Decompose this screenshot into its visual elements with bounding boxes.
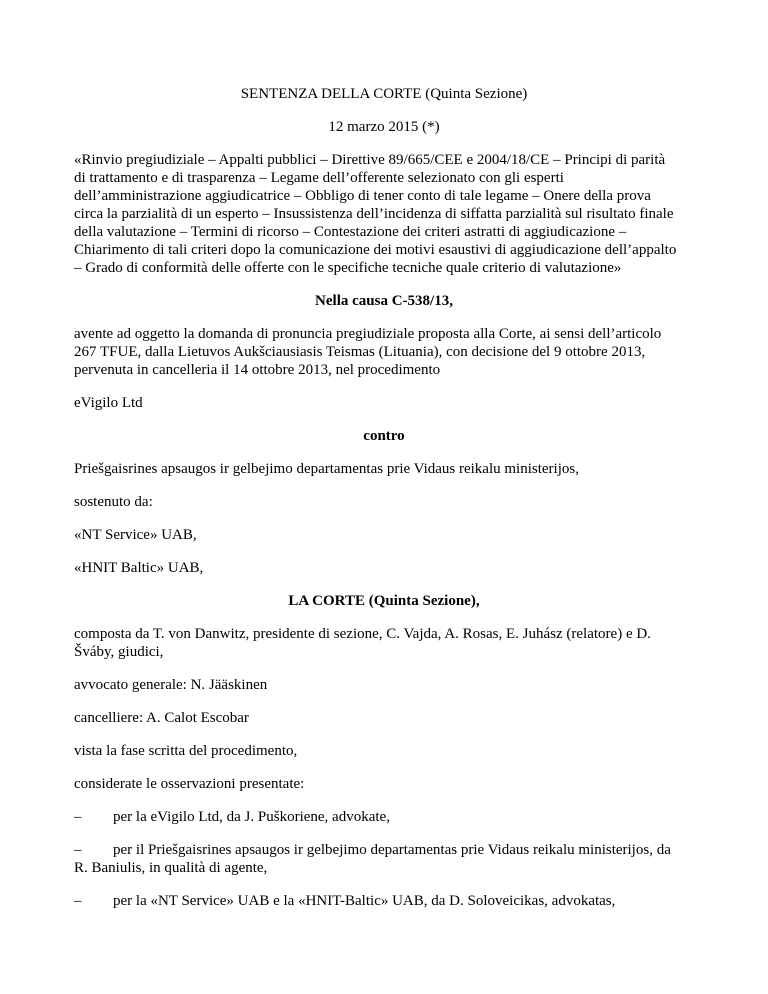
dash-marker: – xyxy=(74,893,82,909)
applicant: eVigilo Ltd xyxy=(74,395,143,411)
keywords-line: circa la parzialità di un esperto – Insussistenza dell’incidenza di siffatta parzialità sul risultato finale xyxy=(74,206,674,222)
observation-text: per la «NT Service» UAB e la «HNIT-Baltic» UAB, da D. Soloveicikas, advokatas, xyxy=(113,893,616,909)
composition-line: composta da T. von Danwitz, presidente di sezione, C. Vajda, A. Rosas, E. Juhász (relatore) e D. xyxy=(74,626,651,642)
registrar: cancelliere: A. Calot Escobar xyxy=(74,710,249,726)
observation-text: per il Priešgaisrines apsaugos ir gelbejimo departamentas prie Vidaus reikalu ministerijos, da xyxy=(113,842,671,858)
subject-line: 267 TFUE, dalla Lietuvos Aukšciausiasis Teismas (Lituania), con decisione del 9 ottobre 2013, xyxy=(74,344,646,360)
subject-line: avente ad oggetto la domanda di pronuncia pregiudiziale proposta alla Corte, ai sensi dell’articolo xyxy=(74,326,662,342)
keywords-line: – Grado di conformità delle offerte con le specifiche tecniche quale criterio di valutazione» xyxy=(74,260,622,276)
court-heading: LA CORTE (Quinta Sezione), xyxy=(288,593,480,609)
written-procedure: vista la fase scritta del procedimento, xyxy=(74,743,298,759)
intervener-hnit-baltic: «HNIT Baltic» UAB, xyxy=(74,560,204,576)
keywords-line: della valutazione – Termini di ricorso – Contestazione dei criteri astratti di aggiudicazione – xyxy=(74,224,627,240)
dash-marker: – xyxy=(74,842,82,858)
defendant: Priešgaisrines apsaugos ir gelbejimo departamentas prie Vidaus reikalu ministerijos, xyxy=(74,461,579,477)
dash-marker: – xyxy=(74,809,82,825)
keywords-line: Chiarimento di tali criteri dopo la comunicazione dei motivi esaustivi di aggiudicazione dell’appalto xyxy=(74,242,677,258)
keywords-line: «Rinvio pregiudiziale – Appalti pubblici – Direttive 89/665/CEE e 2004/18/CE – Principi di parità xyxy=(74,152,666,168)
observations-intro: considerate le osservazioni presentate: xyxy=(74,776,305,792)
versus-heading: contro xyxy=(363,428,405,444)
subject-line: pervenuta in cancelleria il 14 ottobre 2013, nel procedimento xyxy=(74,362,441,378)
judgment-date: 12 marzo 2015 (*) xyxy=(328,119,440,135)
advocate-general: avvocato generale: N. Jääskinen xyxy=(74,677,268,693)
keywords-line: dell’amministrazione aggiudicatrice – Obbligo di tener conto di tale legame – Onere della prova xyxy=(74,188,651,204)
case-heading: Nella causa C‑538/13, xyxy=(315,293,453,309)
observation-text: R. Baniulis, in qualità di agente, xyxy=(74,860,268,876)
observation-text: per la eVigilo Ltd, da J. Puškoriene, advokate, xyxy=(113,809,390,825)
composition-line: Šváby, giudici, xyxy=(74,644,164,660)
intervener-nt-service: «NT Service» UAB, xyxy=(74,527,197,543)
supported-by: sostenuto da: xyxy=(74,494,153,510)
judgment-title: SENTENZA DELLA CORTE (Quinta Sezione) xyxy=(240,86,528,102)
keywords-line: di trattamento e di trasparenza – Legame dell’offerente selezionato con gli esperti xyxy=(74,170,564,186)
